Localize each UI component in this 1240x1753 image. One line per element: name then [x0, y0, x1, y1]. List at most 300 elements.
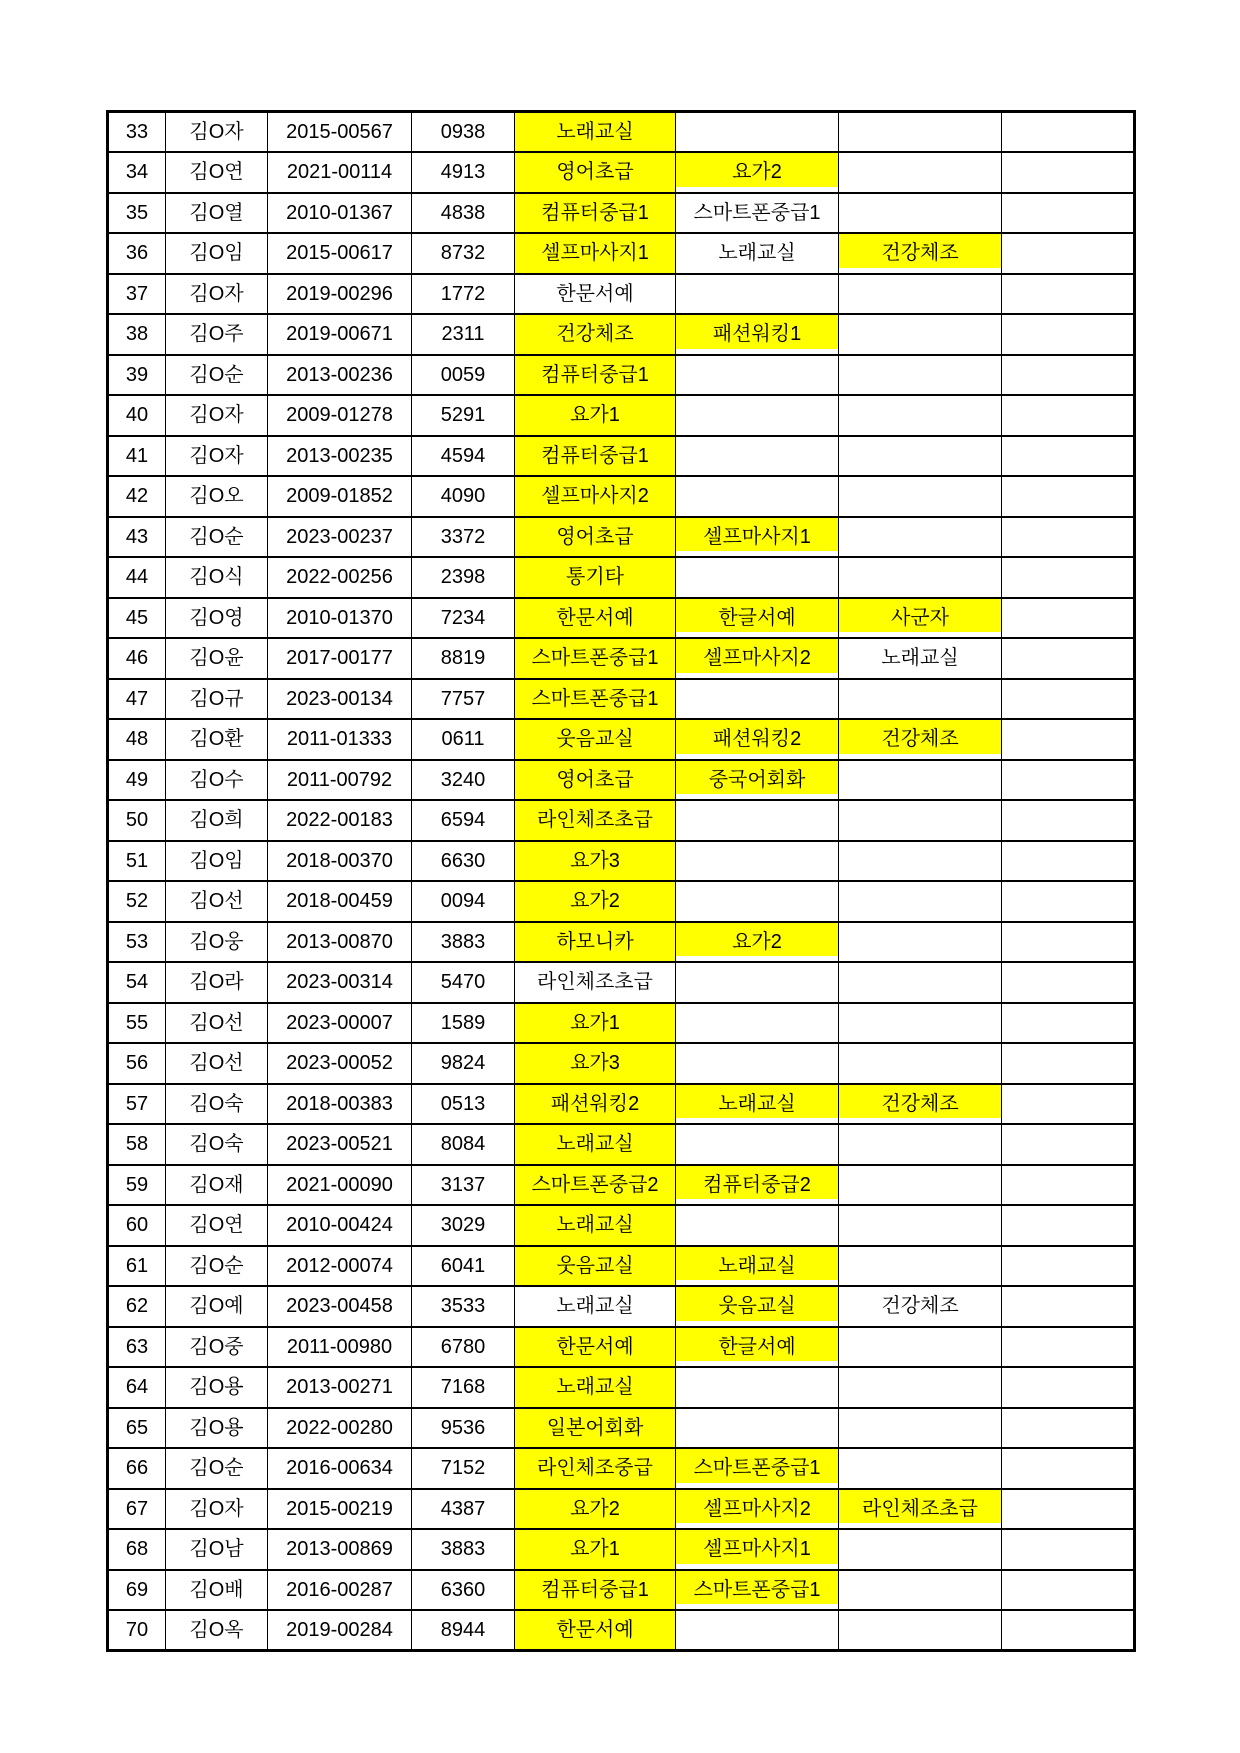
blank-cell [1002, 800, 1135, 841]
member-code: 8819 [412, 638, 515, 679]
enrollment-table-body [108, 112, 1135, 1651]
class-cell-2 [676, 395, 839, 436]
member-name: 김O순 [166, 1448, 268, 1489]
class-cell-3: 건강체조 [839, 233, 1002, 274]
member-code: 0094 [412, 881, 515, 922]
member-code: 4387 [412, 1489, 515, 1530]
member-id: 2010-01367 [268, 193, 412, 234]
class-cell-3: 건강체조 [839, 719, 1002, 760]
class-cell-2: 패션워킹2 [676, 719, 839, 760]
member-code: 5470 [412, 962, 515, 1003]
class-cell-1: 요가1 [515, 1529, 676, 1570]
blank-cell [1002, 1448, 1135, 1489]
class-cell-2 [676, 1205, 839, 1246]
class-cell-1: 건강체조 [515, 314, 676, 355]
member-id: 2019-00284 [268, 1610, 412, 1651]
class-cell-2: 중국어회화 [676, 760, 839, 801]
member-code: 3240 [412, 760, 515, 801]
blank-cell [1002, 1610, 1135, 1651]
member-name: 김O순 [166, 517, 268, 558]
row-number: 42 [108, 476, 166, 517]
row-number: 70 [108, 1610, 166, 1651]
member-name: 김O중 [166, 1327, 268, 1368]
class-cell-3 [839, 1367, 1002, 1408]
class-cell-2 [676, 1610, 839, 1651]
blank-cell [1002, 1124, 1135, 1165]
class-cell-3: 건강체조 [839, 1286, 1002, 1327]
row-number: 55 [108, 1003, 166, 1044]
blank-cell [1002, 922, 1135, 963]
class-cell-1: 일본어회화 [515, 1408, 676, 1449]
member-name: 김O남 [166, 1529, 268, 1570]
member-name: 김O순 [166, 355, 268, 396]
blank-cell [1002, 719, 1135, 760]
row-number: 38 [108, 314, 166, 355]
row-number: 49 [108, 760, 166, 801]
blank-cell [1002, 841, 1135, 882]
table-row [108, 436, 1135, 477]
class-cell-1: 영어초급 [515, 760, 676, 801]
class-cell-2 [676, 841, 839, 882]
member-id: 2010-01370 [268, 598, 412, 639]
member-name: 김O자 [166, 395, 268, 436]
class-cell-1: 영어초급 [515, 517, 676, 558]
class-cell-3 [839, 152, 1002, 193]
member-code: 2398 [412, 557, 515, 598]
class-cell-3 [839, 314, 1002, 355]
blank-cell [1002, 436, 1135, 477]
class-cell-2 [676, 476, 839, 517]
class-cell-3 [839, 1570, 1002, 1611]
row-number: 46 [108, 638, 166, 679]
class-cell-3 [839, 841, 1002, 882]
table-row [108, 1570, 1135, 1611]
member-id: 2018-00370 [268, 841, 412, 882]
class-cell-1: 웃음교실 [515, 719, 676, 760]
class-cell-3 [839, 962, 1002, 1003]
member-code: 0938 [412, 112, 515, 153]
member-id: 2019-00296 [268, 274, 412, 315]
row-number: 59 [108, 1165, 166, 1206]
member-name: 김O연 [166, 1205, 268, 1246]
row-number: 41 [108, 436, 166, 477]
row-number: 52 [108, 881, 166, 922]
blank-cell [1002, 638, 1135, 679]
row-number: 34 [108, 152, 166, 193]
table-row [108, 962, 1135, 1003]
member-id: 2018-00459 [268, 881, 412, 922]
table-row [108, 1084, 1135, 1125]
row-number: 58 [108, 1124, 166, 1165]
class-cell-1: 통기타 [515, 557, 676, 598]
class-cell-2: 스마트폰중급1 [676, 1448, 839, 1489]
row-number: 47 [108, 679, 166, 720]
member-code: 5291 [412, 395, 515, 436]
member-name: 김O라 [166, 962, 268, 1003]
member-id: 2013-00869 [268, 1529, 412, 1570]
row-number: 63 [108, 1327, 166, 1368]
member-name: 김O재 [166, 1165, 268, 1206]
member-id: 2023-00134 [268, 679, 412, 720]
table-row [108, 638, 1135, 679]
member-id: 2015-00617 [268, 233, 412, 274]
blank-cell [1002, 1286, 1135, 1327]
class-cell-2: 한글서예 [676, 1327, 839, 1368]
member-id: 2023-00237 [268, 517, 412, 558]
member-name: 김O선 [166, 1003, 268, 1044]
class-cell-2 [676, 1003, 839, 1044]
member-name: 김O숙 [166, 1084, 268, 1125]
member-code: 2311 [412, 314, 515, 355]
table-row [108, 800, 1135, 841]
class-cell-1: 셀프마사지1 [515, 233, 676, 274]
member-id: 2021-00114 [268, 152, 412, 193]
row-number: 69 [108, 1570, 166, 1611]
class-cell-1: 한문서예 [515, 274, 676, 315]
member-id: 2011-00980 [268, 1327, 412, 1368]
table-row [108, 922, 1135, 963]
class-cell-3: 사군자 [839, 598, 1002, 639]
class-cell-1: 컴퓨터중급1 [515, 193, 676, 234]
class-cell-3: 라인체조초급 [839, 1489, 1002, 1530]
row-number: 53 [108, 922, 166, 963]
member-name: 김O식 [166, 557, 268, 598]
member-name: 김O윤 [166, 638, 268, 679]
class-cell-1: 요가2 [515, 881, 676, 922]
member-id: 2013-00271 [268, 1367, 412, 1408]
class-cell-3: 노래교실 [839, 638, 1002, 679]
row-number: 65 [108, 1408, 166, 1449]
member-name: 김O오 [166, 476, 268, 517]
table-row [108, 1610, 1135, 1651]
class-cell-2 [676, 112, 839, 153]
class-cell-1: 요가3 [515, 1043, 676, 1084]
class-cell-2: 셀프마사지1 [676, 517, 839, 558]
class-cell-2: 컴퓨터중급2 [676, 1165, 839, 1206]
table-row [108, 395, 1135, 436]
member-id: 2023-00521 [268, 1124, 412, 1165]
table-row [108, 598, 1135, 639]
class-cell-3 [839, 800, 1002, 841]
class-cell-2: 노래교실 [676, 1084, 839, 1125]
blank-cell [1002, 881, 1135, 922]
class-cell-1: 요가1 [515, 395, 676, 436]
class-cell-2: 한글서예 [676, 598, 839, 639]
blank-cell [1002, 1570, 1135, 1611]
member-id: 2011-01333 [268, 719, 412, 760]
blank-cell [1002, 1489, 1135, 1530]
class-cell-3 [839, 1165, 1002, 1206]
member-name: 김O임 [166, 233, 268, 274]
table-row [108, 1408, 1135, 1449]
row-number: 39 [108, 355, 166, 396]
blank-cell [1002, 962, 1135, 1003]
member-id: 2021-00090 [268, 1165, 412, 1206]
member-name: 김O열 [166, 193, 268, 234]
member-code: 3883 [412, 1529, 515, 1570]
class-cell-3 [839, 1043, 1002, 1084]
class-cell-2 [676, 1124, 839, 1165]
class-cell-1: 영어초급 [515, 152, 676, 193]
member-name: 김O웅 [166, 922, 268, 963]
table-row [108, 1165, 1135, 1206]
member-code: 3883 [412, 922, 515, 963]
class-cell-1: 라인체조초급 [515, 800, 676, 841]
blank-cell [1002, 1367, 1135, 1408]
member-id: 2013-00235 [268, 436, 412, 477]
row-number: 60 [108, 1205, 166, 1246]
member-id: 2013-00236 [268, 355, 412, 396]
member-id: 2015-00219 [268, 1489, 412, 1530]
member-code: 9536 [412, 1408, 515, 1449]
class-cell-2 [676, 881, 839, 922]
class-cell-2: 노래교실 [676, 1246, 839, 1287]
member-id: 2016-00287 [268, 1570, 412, 1611]
member-id: 2010-00424 [268, 1205, 412, 1246]
row-number: 44 [108, 557, 166, 598]
member-name: 김O임 [166, 841, 268, 882]
table-row [108, 1124, 1135, 1165]
member-code: 6041 [412, 1246, 515, 1287]
class-cell-2 [676, 1367, 839, 1408]
member-id: 2013-00870 [268, 922, 412, 963]
class-cell-3: 건강체조 [839, 1084, 1002, 1125]
class-cell-3 [839, 881, 1002, 922]
class-cell-1: 요가2 [515, 1489, 676, 1530]
table-row [108, 1043, 1135, 1084]
member-id: 2022-00280 [268, 1408, 412, 1449]
blank-cell [1002, 557, 1135, 598]
class-cell-3 [839, 1003, 1002, 1044]
table-row [108, 314, 1135, 355]
blank-cell [1002, 1327, 1135, 1368]
table-row [108, 1205, 1135, 1246]
member-name: 김O자 [166, 436, 268, 477]
table-row [108, 355, 1135, 396]
class-cell-1: 노래교실 [515, 112, 676, 153]
class-cell-1: 컴퓨터중급1 [515, 436, 676, 477]
class-cell-2 [676, 800, 839, 841]
member-id: 2017-00177 [268, 638, 412, 679]
member-name: 김O환 [166, 719, 268, 760]
blank-cell [1002, 274, 1135, 315]
row-number: 45 [108, 598, 166, 639]
blank-cell [1002, 112, 1135, 153]
class-cell-3 [839, 355, 1002, 396]
blank-cell [1002, 1165, 1135, 1206]
table-row [108, 1003, 1135, 1044]
class-cell-2 [676, 1408, 839, 1449]
member-code: 6594 [412, 800, 515, 841]
blank-cell [1002, 679, 1135, 720]
member-name: 김O자 [166, 1489, 268, 1530]
class-cell-3 [839, 193, 1002, 234]
member-name: 김O순 [166, 1246, 268, 1287]
table-row [108, 193, 1135, 234]
member-name: 김O용 [166, 1408, 268, 1449]
blank-cell [1002, 517, 1135, 558]
member-code: 1772 [412, 274, 515, 315]
table-row [108, 1246, 1135, 1287]
blank-cell [1002, 1084, 1135, 1125]
member-name: 김O자 [166, 112, 268, 153]
blank-cell [1002, 314, 1135, 355]
table-row [108, 112, 1135, 153]
member-id: 2009-01852 [268, 476, 412, 517]
member-code: 8732 [412, 233, 515, 274]
member-id: 2015-00567 [268, 112, 412, 153]
row-number: 54 [108, 962, 166, 1003]
class-cell-1: 라인체조중급 [515, 1448, 676, 1489]
row-number: 66 [108, 1448, 166, 1489]
member-name: 김O선 [166, 1043, 268, 1084]
class-cell-1: 셀프마사지2 [515, 476, 676, 517]
member-name: 김O용 [166, 1367, 268, 1408]
member-name: 김O영 [166, 598, 268, 639]
member-code: 8084 [412, 1124, 515, 1165]
member-name: 김O희 [166, 800, 268, 841]
member-code: 7168 [412, 1367, 515, 1408]
class-cell-1: 노래교실 [515, 1124, 676, 1165]
table-row [108, 233, 1135, 274]
table-row [108, 881, 1135, 922]
class-cell-1: 라인체조초급 [515, 962, 676, 1003]
member-id: 2023-00458 [268, 1286, 412, 1327]
row-number: 64 [108, 1367, 166, 1408]
class-cell-3 [839, 679, 1002, 720]
member-id: 2011-00792 [268, 760, 412, 801]
member-code: 4594 [412, 436, 515, 477]
blank-cell [1002, 1003, 1135, 1044]
table-row [108, 1286, 1135, 1327]
class-cell-2: 스마트폰중급1 [676, 193, 839, 234]
class-cell-3 [839, 760, 1002, 801]
member-code: 3029 [412, 1205, 515, 1246]
member-id: 2009-01278 [268, 395, 412, 436]
member-code: 6630 [412, 841, 515, 882]
class-cell-1: 스마트폰중급1 [515, 679, 676, 720]
class-cell-2: 셀프마사지2 [676, 1489, 839, 1530]
member-id: 2022-00183 [268, 800, 412, 841]
class-cell-1: 노래교실 [515, 1367, 676, 1408]
class-cell-1: 노래교실 [515, 1286, 676, 1327]
table-row [108, 476, 1135, 517]
member-name: 김O주 [166, 314, 268, 355]
member-code: 4090 [412, 476, 515, 517]
table-row [108, 679, 1135, 720]
class-cell-1: 하모니카 [515, 922, 676, 963]
class-cell-1: 한문서예 [515, 1327, 676, 1368]
class-cell-3 [839, 1610, 1002, 1651]
blank-cell [1002, 598, 1135, 639]
member-name: 김O예 [166, 1286, 268, 1327]
class-cell-2 [676, 274, 839, 315]
table-row [108, 1327, 1135, 1368]
member-code: 0513 [412, 1084, 515, 1125]
class-cell-3 [839, 1529, 1002, 1570]
member-code: 6360 [412, 1570, 515, 1611]
class-cell-3 [839, 517, 1002, 558]
blank-cell [1002, 395, 1135, 436]
row-number: 43 [108, 517, 166, 558]
table-row [108, 719, 1135, 760]
blank-cell [1002, 476, 1135, 517]
class-cell-2: 패션워킹1 [676, 314, 839, 355]
row-number: 35 [108, 193, 166, 234]
class-cell-1: 스마트폰중급1 [515, 638, 676, 679]
member-id: 2018-00383 [268, 1084, 412, 1125]
class-cell-1: 패션워킹2 [515, 1084, 676, 1125]
member-code: 4913 [412, 152, 515, 193]
table-row [108, 274, 1135, 315]
blank-cell [1002, 152, 1135, 193]
member-code: 3137 [412, 1165, 515, 1206]
row-number: 37 [108, 274, 166, 315]
member-name: 김O배 [166, 1570, 268, 1611]
member-id: 2022-00256 [268, 557, 412, 598]
row-number: 48 [108, 719, 166, 760]
blank-cell [1002, 760, 1135, 801]
class-cell-2: 웃음교실 [676, 1286, 839, 1327]
row-number: 61 [108, 1246, 166, 1287]
blank-cell [1002, 1246, 1135, 1287]
row-number: 57 [108, 1084, 166, 1125]
row-number: 56 [108, 1043, 166, 1084]
table-row [108, 1529, 1135, 1570]
class-cell-2: 노래교실 [676, 233, 839, 274]
class-cell-3 [839, 112, 1002, 153]
table-row [108, 152, 1135, 193]
table-row [108, 760, 1135, 801]
member-code: 7152 [412, 1448, 515, 1489]
member-code: 3533 [412, 1286, 515, 1327]
row-number: 50 [108, 800, 166, 841]
member-code: 1589 [412, 1003, 515, 1044]
row-number: 62 [108, 1286, 166, 1327]
class-cell-3 [839, 1327, 1002, 1368]
class-cell-3 [839, 395, 1002, 436]
blank-cell [1002, 355, 1135, 396]
table-row [108, 841, 1135, 882]
class-cell-3 [839, 1124, 1002, 1165]
member-name: 김O선 [166, 881, 268, 922]
member-name: 김O수 [166, 760, 268, 801]
member-id: 2023-00052 [268, 1043, 412, 1084]
class-cell-2: 요가2 [676, 922, 839, 963]
class-cell-1: 한문서예 [515, 598, 676, 639]
member-name: 김O숙 [166, 1124, 268, 1165]
row-number: 68 [108, 1529, 166, 1570]
class-cell-2 [676, 679, 839, 720]
blank-cell [1002, 1043, 1135, 1084]
member-id: 2012-00074 [268, 1246, 412, 1287]
member-code: 0059 [412, 355, 515, 396]
class-cell-2 [676, 557, 839, 598]
member-code: 6780 [412, 1327, 515, 1368]
member-code: 7757 [412, 679, 515, 720]
class-cell-1: 웃음교실 [515, 1246, 676, 1287]
class-cell-1: 요가1 [515, 1003, 676, 1044]
class-cell-3 [839, 1205, 1002, 1246]
class-cell-1: 요가3 [515, 841, 676, 882]
blank-cell [1002, 1408, 1135, 1449]
class-cell-3 [839, 1408, 1002, 1449]
member-id: 2023-00007 [268, 1003, 412, 1044]
class-cell-3 [839, 1448, 1002, 1489]
member-name: 김O자 [166, 274, 268, 315]
member-code: 8944 [412, 1610, 515, 1651]
member-code: 0611 [412, 719, 515, 760]
